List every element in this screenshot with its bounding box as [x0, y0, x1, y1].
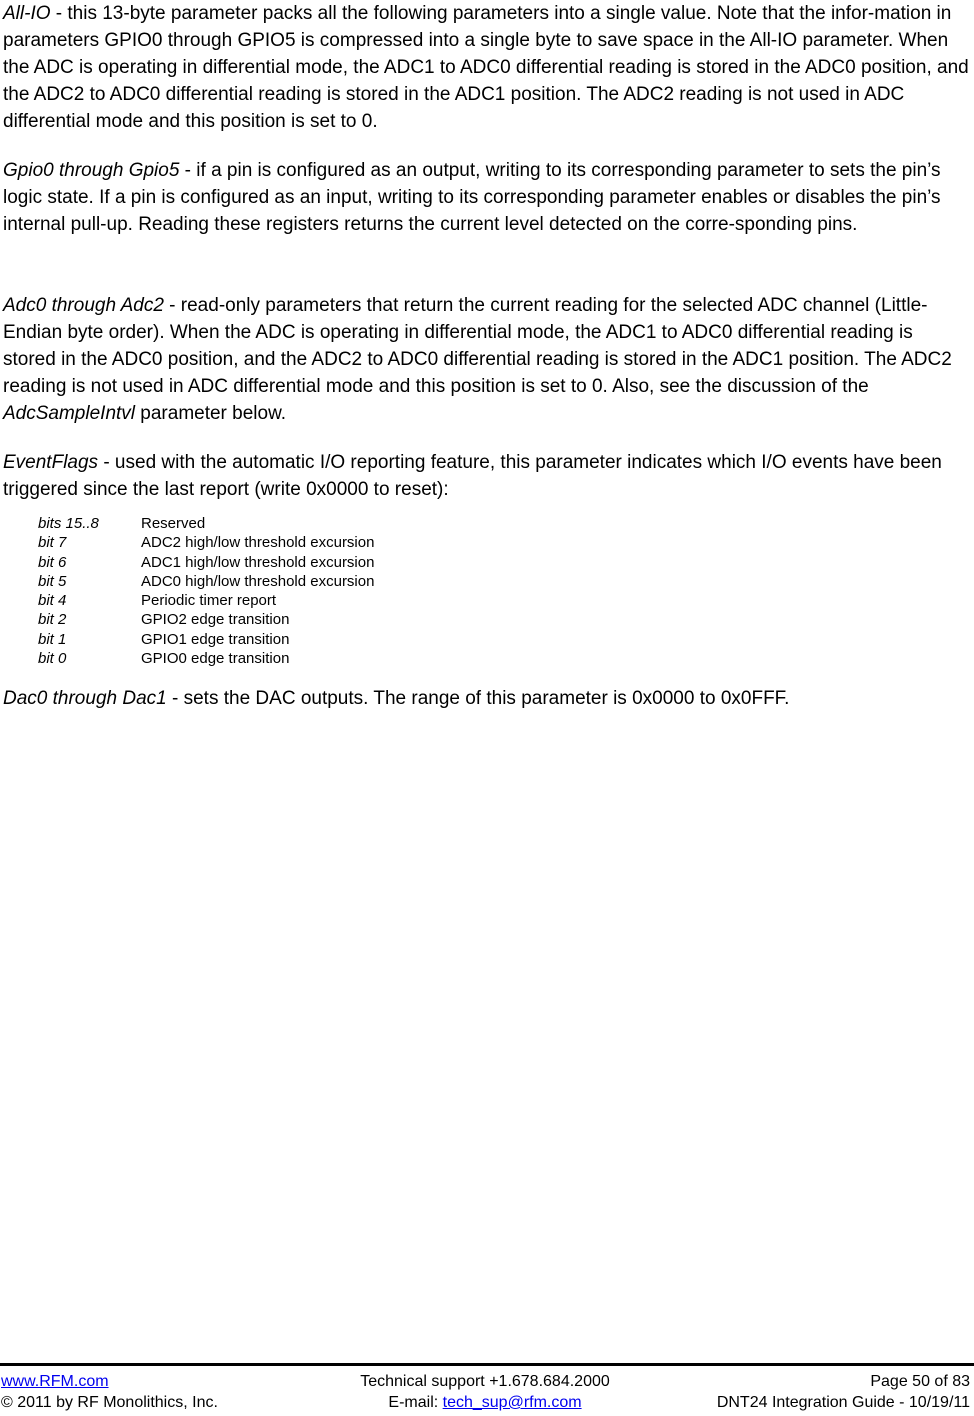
- bit-name: bit 5: [38, 572, 67, 590]
- bit-name: bit 4: [38, 592, 67, 610]
- bit-row: [38, 630, 638, 649]
- footer-divider: [0, 1363, 974, 1366]
- term-adc-sample-intvl: AdcSampleIntvl: [3, 403, 136, 424]
- bit-row: [38, 610, 638, 629]
- paragraph-event-flags-text: - used with the automatic I/O reporting feature, this parameter indicates which I/O events have been triggered since the last report (write 0x0000 to reset):: [3, 452, 942, 500]
- paragraph-event-flags: [3, 449, 969, 503]
- footer-left: [1, 1371, 218, 1413]
- bit-row: [38, 572, 638, 591]
- bit-description: Reserved: [141, 515, 206, 532]
- document-title: DNT24 Integration Guide - 10/19/11: [716, 1394, 970, 1411]
- bit-description: GPIO0 edge transition: [141, 650, 290, 668]
- bit-description: Periodic timer report: [141, 592, 277, 610]
- page-number: Page 50 of 83: [870, 1373, 970, 1390]
- event-flags-bit-list: [38, 514, 638, 668]
- paragraph-gpio: [3, 157, 969, 238]
- paragraph-adc-text: - read-only parameters that return the current reading for the selected ADC channel (Little-Endian byte order). When the ADC is operating in differential mode, the ADC1 to ADC0 differential reading is stored in the ADC0 position, and the ADC2 to ADC0 differential reading is stored in the ADC1 position. The ADC2 reading is not used in ADC differential mode and this position is set to 0. Also, see the discussion of the: [3, 295, 952, 397]
- bit-name: bit 0: [38, 650, 67, 668]
- support-email: [330, 1392, 640, 1413]
- term-dac: Dac0 through Dac1: [3, 688, 167, 709]
- term-gpio: Gpio0 through Gpio5: [3, 160, 180, 181]
- paragraph-dac: [3, 685, 969, 712]
- bit-row: [38, 533, 638, 552]
- bit-description: ADC2 high/low threshold excursion: [141, 534, 375, 552]
- bit-name: bit 7: [38, 534, 67, 552]
- paragraph-gpio-text: - if a pin is configured as an output, writing to its corresponding parameter to sets the pin’s logic state. If a pin is configured as an input, writing to its corresponding parameter enables or disables the pin’s internal pull-up. Reading these registers returns the current level detected on the corre-sponding pins.: [3, 160, 941, 235]
- bit-name: bits 15..8: [38, 515, 99, 532]
- email-link[interactable]: tech_sup@rfm.com: [442, 1394, 582, 1411]
- paragraph-adc-text-after: parameter below.: [135, 403, 287, 424]
- bit-description: ADC0 high/low threshold excursion: [141, 572, 375, 590]
- bit-description: GPIO2 edge transition: [141, 611, 290, 629]
- paragraph-all-io: [3, 0, 969, 135]
- footer-right: [717, 1371, 970, 1413]
- bit-description: GPIO1 edge transition: [141, 630, 290, 648]
- footer-center: [330, 1371, 640, 1413]
- bit-row: [38, 514, 638, 533]
- bit-name: bit 1: [38, 630, 67, 648]
- website-link[interactable]: www.RFM.com: [1, 1373, 109, 1390]
- copyright-text: © 2011 by RF Monolithics, Inc.: [1, 1394, 218, 1411]
- email-prefix: E-mail:: [388, 1394, 443, 1411]
- bit-row: [38, 553, 638, 572]
- paragraph-all-io-text: - this 13-byte parameter packs all the following parameters into a single value. Note that the infor-mation in parameters GPIO0 through GPIO5 is compressed into a single byte to save space in the All-IO parameter. When the ADC is operating in differential mode, the ADC1 to ADC0 differential reading is stored in the ADC0 position, and the ADC2 to ADC0 differential reading is stored in the ADC1 position. The ADC2 reading is not used in ADC differential mode and this position is set to 0.: [3, 3, 969, 132]
- term-all-io: All-IO: [3, 3, 51, 24]
- paragraph-adc: [3, 292, 969, 427]
- term-event-flags: EventFlags: [3, 452, 99, 473]
- term-adc: Adc0 through Adc2: [3, 295, 164, 316]
- paragraph-dac-text: - sets the DAC outputs. The range of this parameter is 0x0000 to 0x0FFF.: [166, 688, 790, 709]
- support-phone: Technical support +1.678.684.2000: [360, 1373, 610, 1390]
- bit-row: [38, 591, 638, 610]
- bit-name: bit 2: [38, 611, 67, 629]
- bit-name: bit 6: [38, 553, 67, 571]
- page-footer: [0, 1367, 974, 1416]
- bit-description: ADC1 high/low threshold excursion: [141, 553, 375, 571]
- bit-row: [38, 649, 638, 668]
